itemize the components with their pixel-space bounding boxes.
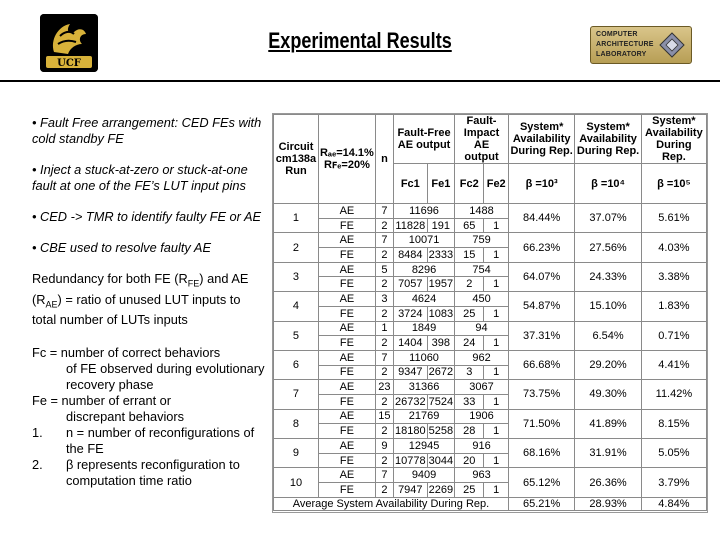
lab-logo	[590, 26, 692, 64]
row-type: AE	[318, 321, 375, 336]
col-sys2: System* Availability During Rep.	[575, 115, 641, 164]
row-fe1: 2333	[428, 248, 454, 261]
avail-beta3: 37.31%	[508, 321, 574, 350]
row-fe1: 191	[427, 218, 454, 233]
row-fe2: 1	[484, 453, 508, 468]
table-row	[274, 350, 707, 365]
run-number: 1	[274, 204, 319, 233]
row-fc1: 8296	[394, 262, 455, 277]
avail-beta4: 41.89%	[575, 409, 641, 438]
avail-beta4: 29.20%	[575, 350, 641, 379]
row-n: 7	[375, 233, 393, 248]
row-type: FE	[318, 394, 375, 409]
row-n: 2	[375, 336, 393, 351]
row-n: 3	[375, 292, 393, 307]
row-fe2: 1	[484, 218, 508, 233]
chip-icon	[659, 32, 685, 58]
row-type: AE	[318, 204, 375, 219]
row-type: FE	[318, 248, 375, 263]
row-fe1: 5258	[428, 425, 454, 438]
run-number: 9	[274, 439, 319, 468]
table-footer-row	[274, 497, 707, 510]
avail-beta5: 3.79%	[641, 468, 706, 497]
row-fe2: 1	[484, 336, 508, 351]
table-body	[274, 204, 707, 498]
row-fc1: 21769	[394, 409, 455, 424]
row-n: 7	[375, 204, 393, 219]
run-number: 10	[274, 468, 319, 497]
run-number: 7	[274, 380, 319, 409]
svg-text:UCF: UCF	[57, 58, 81, 69]
row-fc2: 33	[455, 394, 484, 409]
table-row	[274, 409, 707, 424]
table-row	[274, 233, 707, 248]
row-type: AE	[318, 292, 375, 307]
footer-label: Average System Availability During Rep.	[274, 497, 509, 510]
row-fc2: 65	[455, 218, 484, 233]
row-n: 2	[375, 365, 393, 380]
avail-beta4: 27.56%	[575, 233, 641, 262]
row-fc1: 9347	[394, 365, 428, 380]
avail-beta3: 84.44%	[508, 204, 574, 233]
row-fc1: 11060	[394, 350, 455, 365]
col-ratios: Rₐₑ=14.1% Rꜰₑ=20%	[318, 115, 375, 204]
row-fc1: 12945	[394, 439, 455, 454]
row-n: 2	[375, 218, 393, 233]
row-n: 2	[375, 248, 393, 263]
row-fc2: 20	[455, 453, 484, 468]
slide-title: Experimental Results	[268, 28, 452, 53]
row-fc2: 963	[455, 468, 509, 483]
row-fc1: 8484	[394, 248, 428, 263]
def-fc-cont: of FE observed during evolutionary recovery phase	[66, 361, 265, 393]
row-n: 1	[375, 321, 393, 336]
row-type: AE	[318, 468, 375, 483]
row-type: AE	[318, 262, 375, 277]
col-sys1: System* Availability During Rep.	[508, 115, 574, 164]
avail-beta3: 54.87%	[508, 292, 574, 321]
redundancy-paragraph: Redundancy for both FE $(R_{FE})$ and AE $(R_{AE})$ = ratio of unused LUT inputs to total number of LUTs inputs	[32, 271, 249, 328]
run-number: 3	[274, 262, 319, 291]
row-fe2: 1	[484, 365, 508, 380]
row-fc2: 962	[455, 350, 509, 365]
avail-beta4: 6.54%	[575, 321, 641, 350]
avail-beta5: 3.38%	[641, 262, 706, 291]
col-fc2: Fc2	[455, 164, 484, 204]
row-fe1: 2269	[428, 483, 454, 496]
bullet-item: • Inject a stuck-at-zero or stuck-at-one fault at one of the FE’s LUT input pins	[32, 162, 248, 193]
table-row	[274, 262, 707, 277]
row-n: 2	[375, 394, 393, 409]
avail-beta4: 37.07%	[575, 204, 641, 233]
table-row	[274, 468, 707, 483]
table-row	[274, 439, 707, 454]
row-fc1: 26732	[395, 395, 426, 408]
row-type: FE	[318, 277, 375, 292]
definitions-list	[32, 345, 268, 489]
col-fc1: Fc1	[394, 164, 428, 204]
row-fc2: 25	[455, 306, 484, 321]
row-n: 5	[375, 262, 393, 277]
row-n: 2	[375, 424, 393, 439]
col-fault-impact: Fault-Impact AE output	[455, 115, 509, 164]
row-type: AE	[318, 439, 375, 454]
row-fe1: 2672	[428, 366, 454, 379]
row-fc2: 28	[455, 424, 484, 439]
row-fc2: 754	[455, 262, 509, 277]
results-table	[272, 113, 708, 513]
table-row	[274, 204, 707, 219]
title-rule	[0, 80, 720, 82]
row-n: 2	[375, 453, 393, 468]
row-n: 7	[375, 350, 393, 365]
bullet-item: • CBE used to resolve faulty AE	[32, 240, 211, 255]
col-fe1: Fe1	[427, 164, 454, 204]
row-fe2: 1	[484, 424, 508, 439]
row-fc1: 10071	[394, 233, 455, 248]
row-fc1: 7947	[394, 483, 428, 498]
avail-beta3: 73.75%	[508, 380, 574, 409]
row-fc2: 15	[455, 248, 484, 263]
row-fc2: 1906	[455, 409, 509, 424]
row-fe1: 398	[427, 336, 454, 351]
def-fe: Fe = number of errant or	[32, 393, 172, 409]
avail-beta5: 0.71%	[641, 321, 706, 350]
row-fc2: 24	[455, 336, 484, 351]
avail-beta5: 5.05%	[641, 439, 706, 468]
row-type: AE	[318, 409, 375, 424]
table-row	[274, 380, 707, 395]
def-fe-cont: discrepant behaviors	[66, 409, 185, 425]
row-fc1: 11696	[394, 204, 455, 219]
row-n: 2	[375, 277, 393, 292]
row-type: AE	[318, 350, 375, 365]
row-type: FE	[318, 365, 375, 380]
row-fc1: 1404	[394, 336, 428, 351]
row-fe1: 1957	[428, 278, 454, 291]
avail-beta5: 1.83%	[641, 292, 706, 321]
row-fc1: 4624	[394, 292, 455, 307]
row-n: 2	[375, 306, 393, 321]
row-fc1: 9409	[394, 468, 455, 483]
avail-beta4: 26.36%	[575, 468, 641, 497]
row-fc2: 1488	[455, 204, 509, 219]
avail-beta3: 64.07%	[508, 262, 574, 291]
row-n: 23	[375, 380, 393, 395]
row-fe2: 1	[484, 394, 508, 409]
pegasus-logo-icon	[40, 14, 98, 72]
bullet-item: • CED -> TMR to identify faulty FE or AE	[32, 209, 262, 224]
def-fc: Fc = number of correct behaviors	[32, 345, 221, 361]
col-beta2: β =10⁴	[575, 164, 641, 204]
run-number: 6	[274, 350, 319, 379]
row-fc1: 3724	[394, 306, 428, 321]
col-fault-free: Fault-Free AE output	[394, 115, 455, 164]
avail-beta5: 4.03%	[641, 233, 706, 262]
row-type: FE	[318, 218, 375, 233]
run-number: 5	[274, 321, 319, 350]
row-n: 7	[375, 468, 393, 483]
row-fc1: 7057	[394, 277, 428, 292]
row-type: FE	[318, 453, 375, 468]
row-fc2: 916	[455, 439, 509, 454]
avail-beta3: 65.12%	[508, 468, 574, 497]
avail-beta5: 4.41%	[641, 350, 706, 379]
col-fe2: Fe2	[484, 164, 508, 204]
avail-beta3: 66.23%	[508, 233, 574, 262]
avail-beta3: 66.68%	[508, 350, 574, 379]
row-fe2: 1	[484, 483, 508, 498]
row-fe1: 3044	[428, 454, 454, 467]
row-fe1: 7524	[428, 395, 454, 408]
avail-beta5: 8.15%	[641, 409, 706, 438]
row-fc2: 3	[455, 365, 484, 380]
avail-beta4: 49.30%	[575, 380, 641, 409]
row-fc1: 1849	[394, 321, 455, 336]
lab-logo-text: COMPUTER ARCHITECTURE LABORATORY	[596, 31, 654, 58]
row-fe2: 1	[484, 306, 508, 321]
avail-beta4: 31.91%	[575, 439, 641, 468]
row-n: 2	[375, 483, 393, 498]
avail-beta4: 24.33%	[575, 262, 641, 291]
footer-avail-3: 4.84%	[641, 497, 706, 510]
col-n: n	[375, 115, 393, 204]
def-n: 1. n = number of reconfigurations of the FE	[32, 425, 255, 457]
col-circuit: Circuit cm138a Run	[274, 115, 319, 204]
row-type: AE	[318, 380, 375, 395]
row-fc2: 25	[455, 483, 484, 498]
row-type: FE	[318, 424, 375, 439]
run-number: 2	[274, 233, 319, 262]
avail-beta4: 15.10%	[575, 292, 641, 321]
col-beta3: β =10⁵	[641, 164, 706, 204]
row-fe1: 1083	[428, 307, 454, 320]
col-beta1: β =10³	[508, 164, 574, 204]
row-n: 15	[375, 409, 393, 424]
row-fc2: 450	[455, 292, 509, 307]
avail-beta3: 71.50%	[508, 409, 574, 438]
row-type: FE	[318, 306, 375, 321]
row-fc2: 3067	[455, 380, 509, 395]
run-number: 8	[274, 409, 319, 438]
run-number: 4	[274, 292, 319, 321]
table-row	[274, 292, 707, 307]
avail-beta5: 11.42%	[641, 380, 706, 409]
row-fc2: 94	[455, 321, 509, 336]
footer-avail-2: 28.93%	[575, 497, 641, 510]
avail-beta5: 5.61%	[641, 204, 706, 233]
ucf-logo	[40, 14, 98, 72]
row-fc1: 10778	[395, 454, 426, 467]
row-type: FE	[318, 336, 375, 351]
avail-beta3: 68.16%	[508, 439, 574, 468]
left-text-column	[32, 115, 268, 489]
row-fc1: 18180	[395, 425, 426, 438]
row-type: FE	[318, 483, 375, 498]
row-fc1: 31366	[394, 380, 455, 395]
def-beta: 2. β represents reconfiguration to computation time ratio	[32, 457, 240, 489]
row-n: 9	[375, 439, 393, 454]
footer-avail-1: 65.21%	[508, 497, 574, 510]
row-type: AE	[318, 233, 375, 248]
table-row	[274, 321, 707, 336]
row-fe2: 1	[484, 277, 508, 292]
col-sys3: System* Availability During Rep.	[641, 115, 706, 164]
row-fc2: 2	[455, 277, 484, 292]
row-fc1: 11828	[395, 219, 426, 232]
row-fe2: 1	[484, 248, 508, 263]
row-fc2: 759	[455, 233, 509, 248]
bullet-item: • Fault Free arrangement: CED FEs with cold standby FE	[32, 115, 262, 146]
